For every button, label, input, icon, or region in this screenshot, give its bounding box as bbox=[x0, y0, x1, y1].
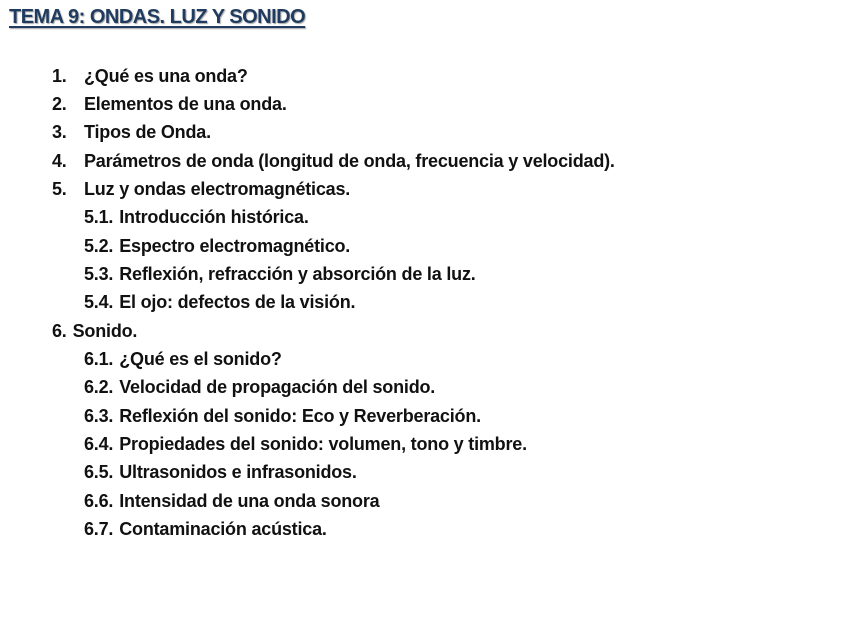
item-text: Reflexión del sonido: Eco y Reverberación. bbox=[119, 406, 481, 426]
item-number: 6.3. bbox=[84, 406, 114, 426]
item-number: 6.1. bbox=[84, 349, 114, 369]
item-text: Contaminación acústica. bbox=[119, 519, 327, 539]
item-text: Ultrasonidos e infrasonidos. bbox=[119, 462, 357, 482]
list-subitem bbox=[84, 515, 327, 543]
item-text: Elementos de una onda. bbox=[84, 94, 287, 114]
item-number: 6.7. bbox=[84, 519, 114, 539]
item-text: Introducción histórica. bbox=[119, 207, 309, 227]
item-text: Propiedades del sonido: volumen, tono y timbre. bbox=[119, 434, 527, 454]
item-number: 6.2. bbox=[84, 377, 114, 397]
item-number: 2. bbox=[52, 94, 67, 114]
list-item bbox=[52, 90, 287, 118]
item-text: Espectro electromagnético. bbox=[119, 236, 351, 256]
item-text: El ojo: defectos de la visión. bbox=[119, 292, 356, 312]
item-text: Tipos de Onda. bbox=[84, 122, 211, 142]
list-item bbox=[52, 175, 350, 203]
item-text: Parámetros de onda (longitud de onda, frecuencia y velocidad). bbox=[84, 151, 615, 171]
item-number: 5.4. bbox=[84, 292, 114, 312]
item-text: Luz y ondas electromagnéticas. bbox=[84, 179, 351, 199]
item-text: ¿Qué es una onda? bbox=[84, 66, 248, 86]
list-item bbox=[52, 62, 248, 90]
list-subitem bbox=[84, 203, 309, 231]
item-number: 6.4. bbox=[84, 434, 114, 454]
list-subitem bbox=[84, 373, 435, 401]
item-text: Reflexión, refracción y absorción de la luz. bbox=[119, 264, 476, 284]
list-item bbox=[52, 317, 137, 345]
item-number: 5.3. bbox=[84, 264, 114, 284]
list-subitem bbox=[84, 402, 481, 430]
item-number: 5.2. bbox=[84, 236, 114, 256]
page-title: TEMA 9: ONDAS. LUZ Y SONIDO bbox=[9, 6, 306, 28]
list-item bbox=[52, 147, 615, 175]
list-subitem bbox=[84, 345, 282, 373]
item-text: ¿Qué es el sonido? bbox=[119, 349, 282, 369]
item-number: 5. bbox=[52, 179, 67, 199]
item-text: Intensidad de una onda sonora bbox=[119, 491, 380, 511]
item-number: 5.1. bbox=[84, 207, 114, 227]
item-text: Sonido. bbox=[72, 321, 138, 341]
item-number: 4. bbox=[52, 151, 67, 171]
list-subitem bbox=[84, 430, 527, 458]
item-number: 3. bbox=[52, 122, 67, 142]
list-subitem bbox=[84, 288, 355, 316]
list-item bbox=[52, 118, 211, 146]
list-subitem bbox=[84, 487, 379, 515]
item-number: 1. bbox=[52, 66, 67, 86]
list-subitem bbox=[84, 458, 357, 486]
item-number: 6. bbox=[52, 321, 67, 341]
list-subitem bbox=[84, 260, 476, 288]
item-number: 6.5. bbox=[84, 462, 114, 482]
list-subitem bbox=[84, 232, 350, 260]
item-text: Velocidad de propagación del sonido. bbox=[119, 377, 436, 397]
item-number: 6.6. bbox=[84, 491, 114, 511]
